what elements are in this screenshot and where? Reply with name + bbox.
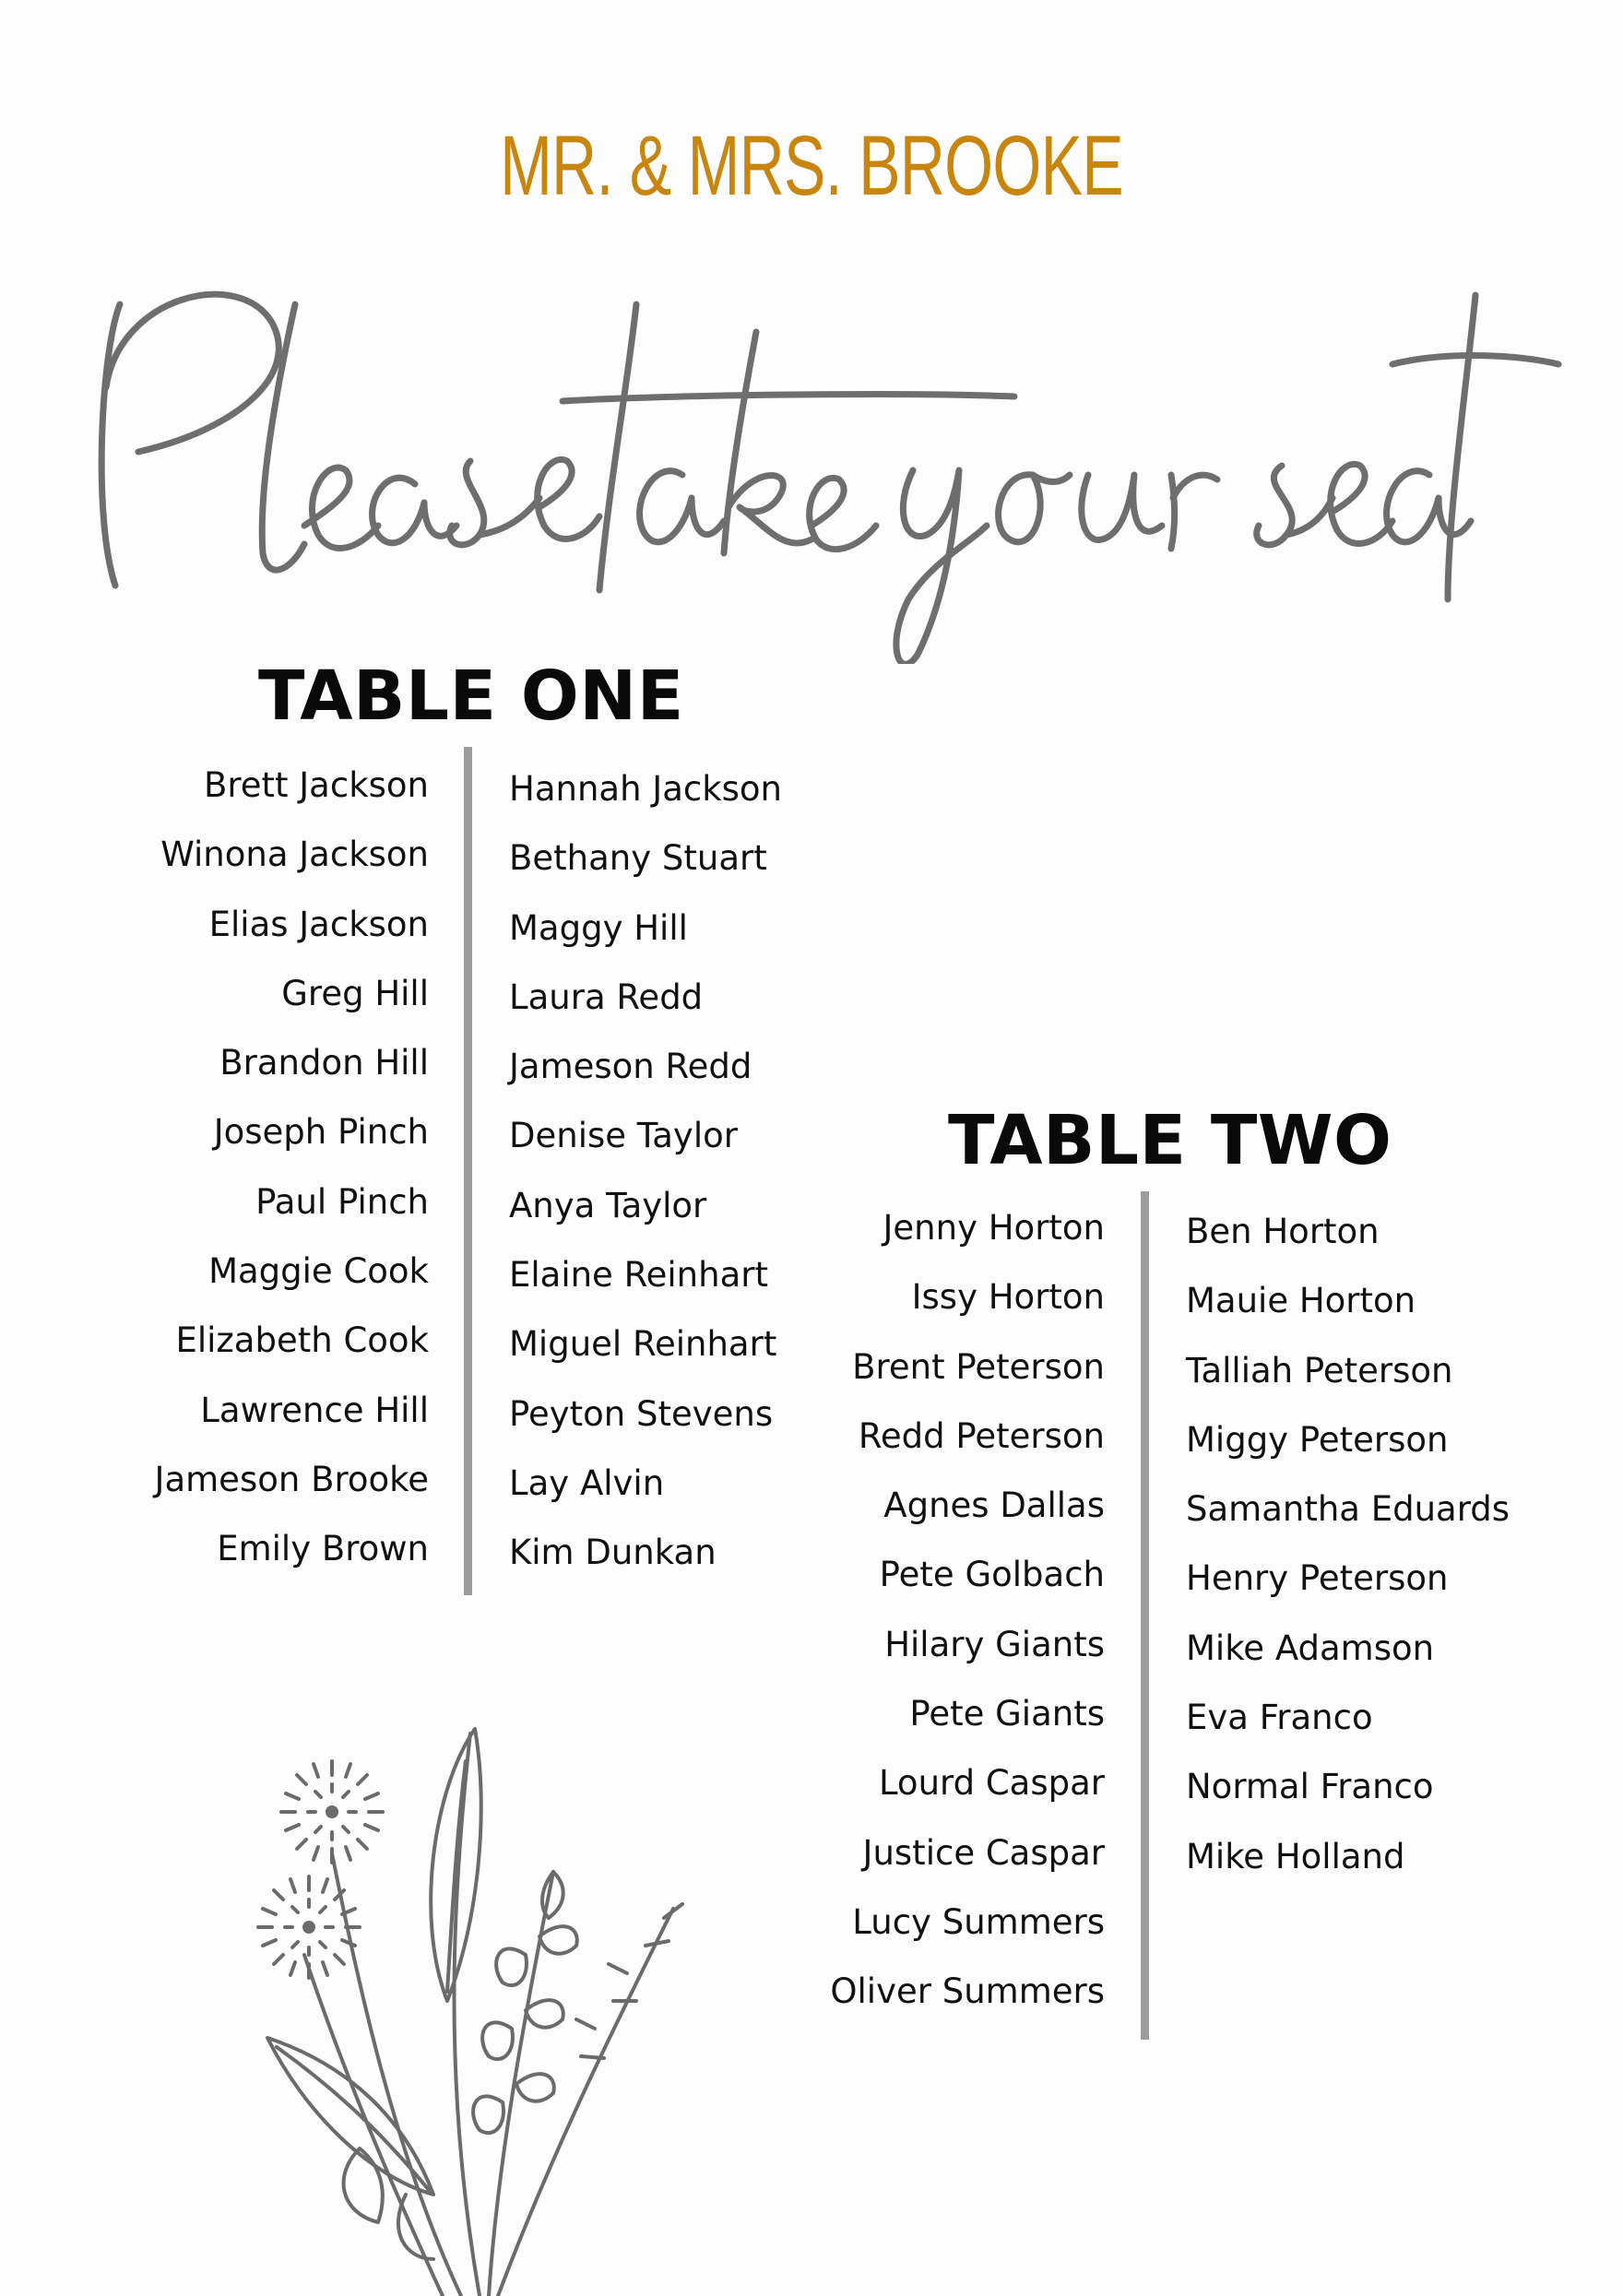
table-two-left-names [812, 1193, 1105, 2027]
guest-name: Mike Holland [1186, 1836, 1405, 1876]
guest-name: Lawrence Hill [200, 1390, 429, 1430]
guest-name: Peyton Stevens [509, 1393, 774, 1434]
guest-name: Brent Peterson [852, 1346, 1105, 1387]
table-one-divider [464, 747, 472, 1595]
couple-name: MR. & MRS. BROOKE [500, 119, 1123, 213]
script-title-lettering [83, 277, 1595, 664]
guest-name: Anya Taylor [509, 1185, 707, 1225]
guest-name: Lucy Summers [852, 1901, 1105, 1942]
guest-name: Eva Franco [1186, 1698, 1373, 1738]
guest-name: Elaine Reinhart [509, 1255, 768, 1296]
guest-name: Justice Caspar [862, 1832, 1105, 1873]
guest-name: Brandon Hill [219, 1043, 429, 1083]
guest-name: Samantha Eduards [1186, 1489, 1510, 1530]
guest-name: Pete Giants [909, 1694, 1105, 1734]
guest-name: Mauie Horton [1186, 1281, 1416, 1321]
guest-name: Redd Peterson [858, 1415, 1105, 1456]
guest-name: Emily Brown [217, 1529, 429, 1569]
guest-name: Mike Adamson [1186, 1627, 1435, 1668]
guest-name: Brett Jackson [203, 765, 429, 805]
guest-name: Lay Alvin [509, 1462, 665, 1503]
table-two-heading: TABLE TWO [948, 1101, 1392, 1180]
guest-name: Hannah Jackson [509, 769, 782, 809]
guest-name: Greg Hill [281, 973, 429, 1013]
guest-name: Maggy Hill [509, 907, 688, 948]
guest-name: Maggie Cook [208, 1251, 429, 1292]
guest-name: Henry Peterson [1186, 1558, 1449, 1599]
guest-name: Jameson Brooke [154, 1459, 429, 1499]
guest-name: Paul Pinch [255, 1181, 429, 1222]
guest-name: Laura Redd [509, 976, 704, 1017]
guest-name: Elias Jackson [208, 904, 429, 944]
guest-name: Normal Franco [1186, 1767, 1434, 1807]
guest-name: Talliah Peterson [1186, 1350, 1453, 1391]
guest-name: Lourd Caspar [878, 1763, 1105, 1804]
table-two-right-names [1186, 1197, 1536, 1891]
table-one-heading: TABLE ONE [258, 657, 684, 736]
guest-name: Agnes Dallas [883, 1485, 1105, 1526]
guest-name: Jenny Horton [883, 1208, 1105, 1248]
guest-name: Issy Horton [911, 1277, 1105, 1318]
guest-name: Pete Golbach [879, 1555, 1105, 1595]
guest-name: Ben Horton [1186, 1212, 1380, 1251]
guest-name: Elizabeth Cook [175, 1320, 429, 1361]
table-two-divider [1141, 1191, 1149, 2040]
table-one-left-names [138, 751, 429, 1584]
guest-name: Oliver Summers [830, 1971, 1105, 2012]
guest-name: Denise Taylor [509, 1116, 738, 1156]
table-one-right-names [509, 754, 841, 1588]
guest-name: Jameson Redd [509, 1047, 752, 1087]
guest-name: Kim Dunkan [509, 1533, 717, 1573]
guest-name: Miggy Peterson [1186, 1419, 1449, 1460]
guest-name: Bethany Stuart [509, 838, 767, 879]
guest-name: Hilary Giants [884, 1624, 1105, 1664]
guest-name: Joseph Pinch [213, 1112, 429, 1153]
wildflower-bouquet-icon [249, 1715, 692, 2296]
guest-name: Miguel Reinhart [509, 1324, 777, 1365]
guest-name: Winona Jackson [160, 834, 429, 875]
